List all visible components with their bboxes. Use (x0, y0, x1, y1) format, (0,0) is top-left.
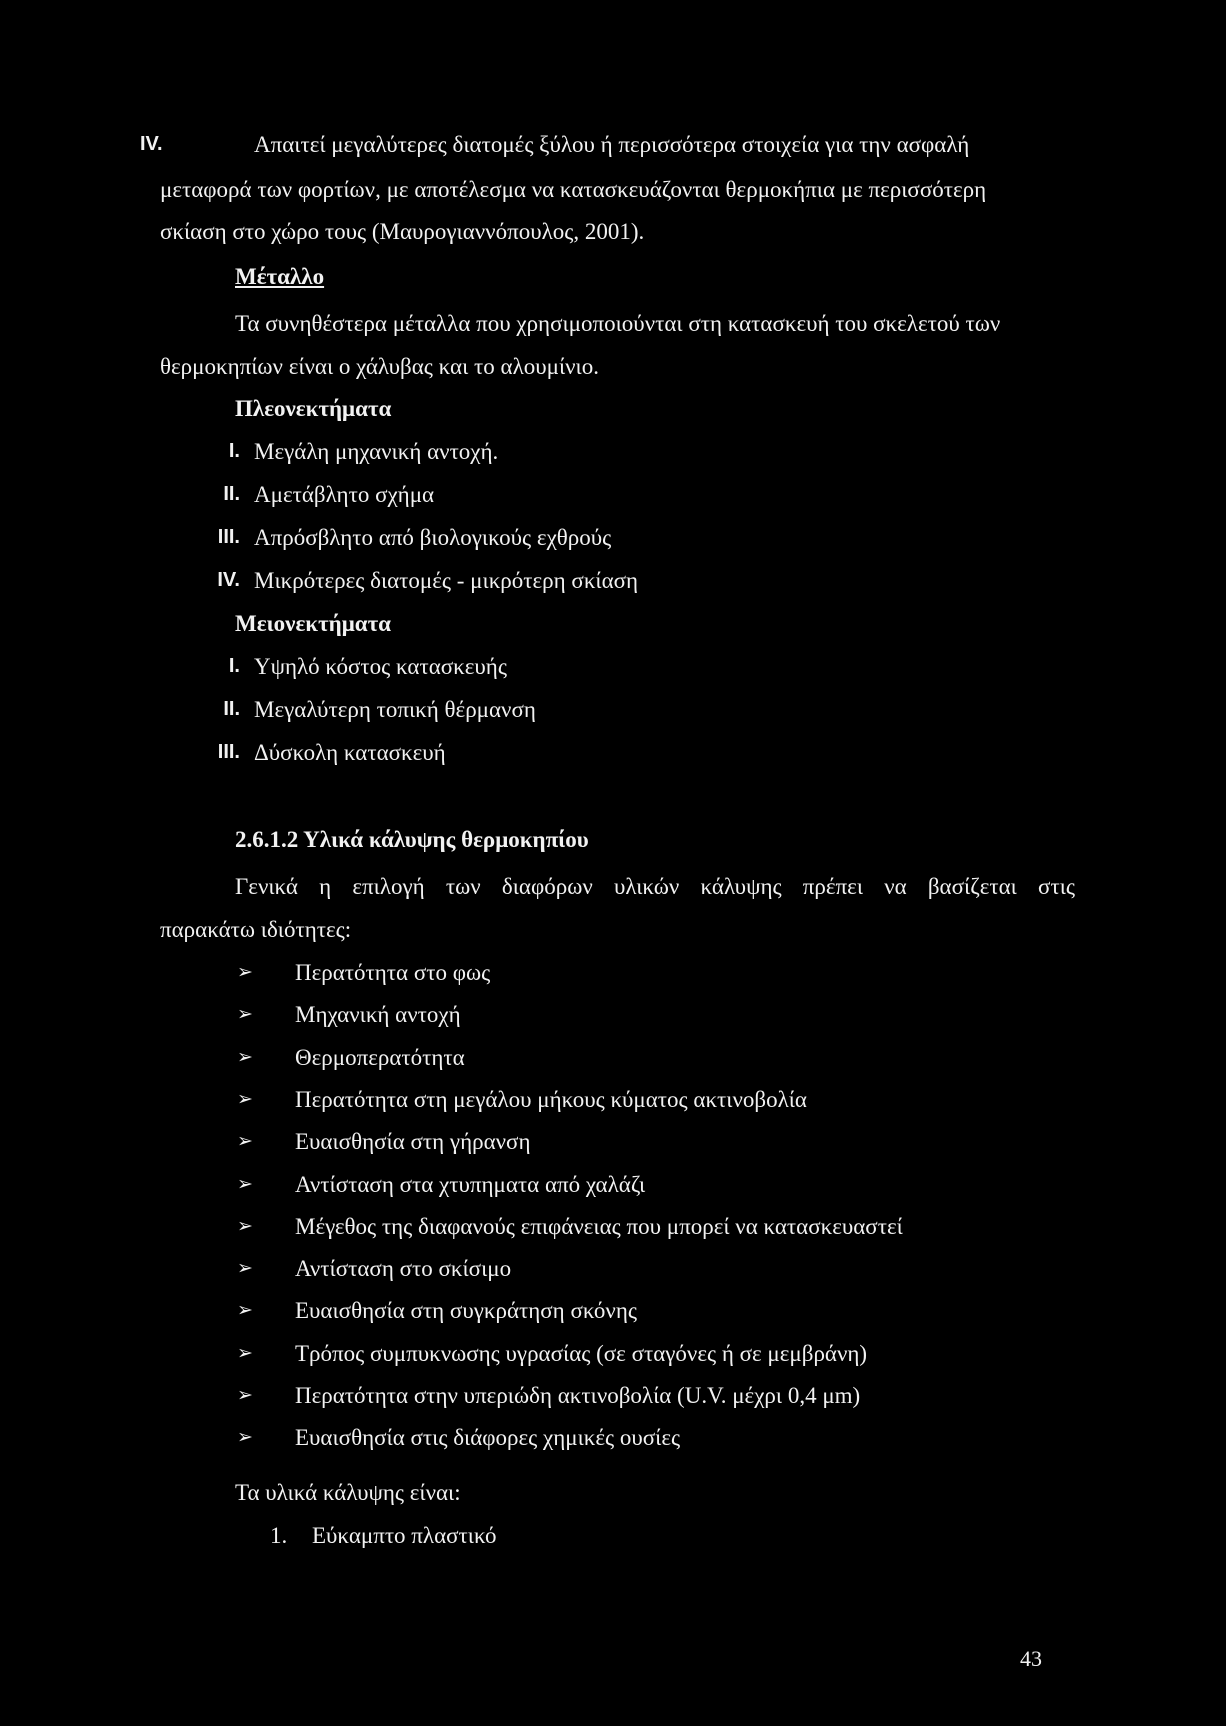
advantage-text-1: Μεγάλη μηχανική αντοχή. (254, 439, 499, 464)
property-item: Θερμοπερατότητα (295, 1045, 465, 1070)
disadvantage-text-2: Μεγαλύτερη τοπική θέρμανση (254, 697, 536, 722)
advantage-text-4: Μικρότερες διατομές - μικρότερη σκίαση (254, 568, 639, 593)
bullet-arrow-icon: ➢ (237, 1046, 253, 1068)
advantage-text-2: Αμετάβλητο σχήμα (254, 482, 435, 507)
property-item: Ευαισθησία στη γήρανση (295, 1129, 531, 1154)
bullet-arrow-icon: ➢ (237, 1342, 253, 1364)
metal-line-1: Τα συνηθέστερα μέταλλα που χρησιμοποιούνται στη κατασκευή του σκελετού των (235, 311, 1001, 336)
intro-line-1: Απαιτεί μεγαλύτερες διατομές ξύλου ή περισσότερα στοιχεία για την ασφαλή (254, 132, 970, 157)
advantage-num-3: III. (217, 526, 240, 548)
bullet-arrow-icon: ➢ (237, 1384, 253, 1406)
property-item: Αντίσταση στα χτυπηματα από χαλάζι (295, 1172, 646, 1197)
material-num-1: 1. (270, 1523, 288, 1548)
bullet-arrow-icon: ➢ (237, 1173, 253, 1195)
disadvantages-heading: Μειονεκτήματα (235, 611, 392, 636)
bullet-arrow-icon: ➢ (237, 1257, 253, 1279)
advantages-heading: Πλεονεκτήματα (235, 396, 392, 421)
bullet-arrow-icon: ➢ (237, 1299, 253, 1321)
property-item: Μέγεθος της διαφανούς επιφάνειας που μπορεί να κατασκευαστεί (295, 1214, 903, 1239)
property-item: Περατότητα στην υπεριώδη ακτινοβολία (U.V. μέχρι 0,4 μm) (295, 1383, 861, 1408)
bullet-arrow-icon: ➢ (237, 961, 253, 983)
bullet-arrow-icon: ➢ (237, 1088, 253, 1110)
materials-intro: Τα υλικά κάλυψης είναι: (235, 1480, 461, 1505)
advantage-text-3: Απρόσβλητο από βιολογικούς εχθρούς (254, 525, 612, 550)
bullet-arrow-icon: ➢ (237, 1426, 253, 1448)
intro-line-2: μεταφορά των φορτίων, με αποτέλεσμα να κατασκευάζονται θερμοκήπια με περισσότερη (160, 177, 987, 202)
property-item: Τρόπος συμπυκνωσης υγρασίας (σε σταγόνες ή σε μεμβράνη) (295, 1341, 868, 1366)
disadvantage-text-1: Υψηλό κόστος κατασκευής (254, 654, 507, 679)
disadvantage-num-2: II. (223, 698, 240, 720)
disadvantage-num-3: III. (217, 741, 240, 763)
covering-intro-line-1: Γενικά η επιλογή των διαφόρων υλικών κάλυψης πρέπει να βασίζεται στις (235, 874, 1075, 899)
intro-item-number: IV. (140, 133, 163, 155)
property-item: Περατότητα στη μεγάλου μήκους κύματος ακτινοβολία (295, 1087, 807, 1112)
disadvantage-num-1: I. (228, 655, 240, 677)
bullet-arrow-icon: ➢ (237, 1130, 253, 1152)
page-number: 43 (1020, 1646, 1042, 1671)
metal-line-2: θερμοκηπίων είναι ο χάλυβας και το αλουμίνιο. (160, 354, 599, 379)
intro-line-3: σκίαση στο χώρο τους (Μαυρογιαννόπουλος, 2001). (160, 219, 645, 244)
advantage-num-4: IV. (217, 569, 240, 591)
disadvantage-text-3: Δύσκολη κατασκευή (254, 740, 446, 765)
bullet-arrow-icon: ➢ (237, 1003, 253, 1025)
property-item: Ευαισθησία στις διάφορες χημικές ουσίες (295, 1425, 681, 1450)
advantage-num-1: I. (228, 440, 240, 462)
property-item: Αντίσταση στο σκίσιμο (295, 1256, 512, 1281)
property-item: Ευαισθησία στη συγκράτηση σκόνης (295, 1298, 637, 1323)
covering-intro-line-2: παρακάτω ιδιότητες: (160, 917, 352, 942)
material-text-1: Εύκαμπτο πλαστικό (312, 1523, 497, 1548)
section-heading: 2.6.1.2 Υλικά κάλυψης θερμοκηπίου (235, 827, 589, 852)
property-item: Μηχανική αντοχή (295, 1002, 461, 1027)
property-item: Περατότητα στο φως (295, 960, 491, 985)
advantage-num-2: II. (223, 483, 240, 505)
metal-heading: Μέταλλο (235, 264, 325, 289)
bullet-arrow-icon: ➢ (237, 1215, 253, 1237)
